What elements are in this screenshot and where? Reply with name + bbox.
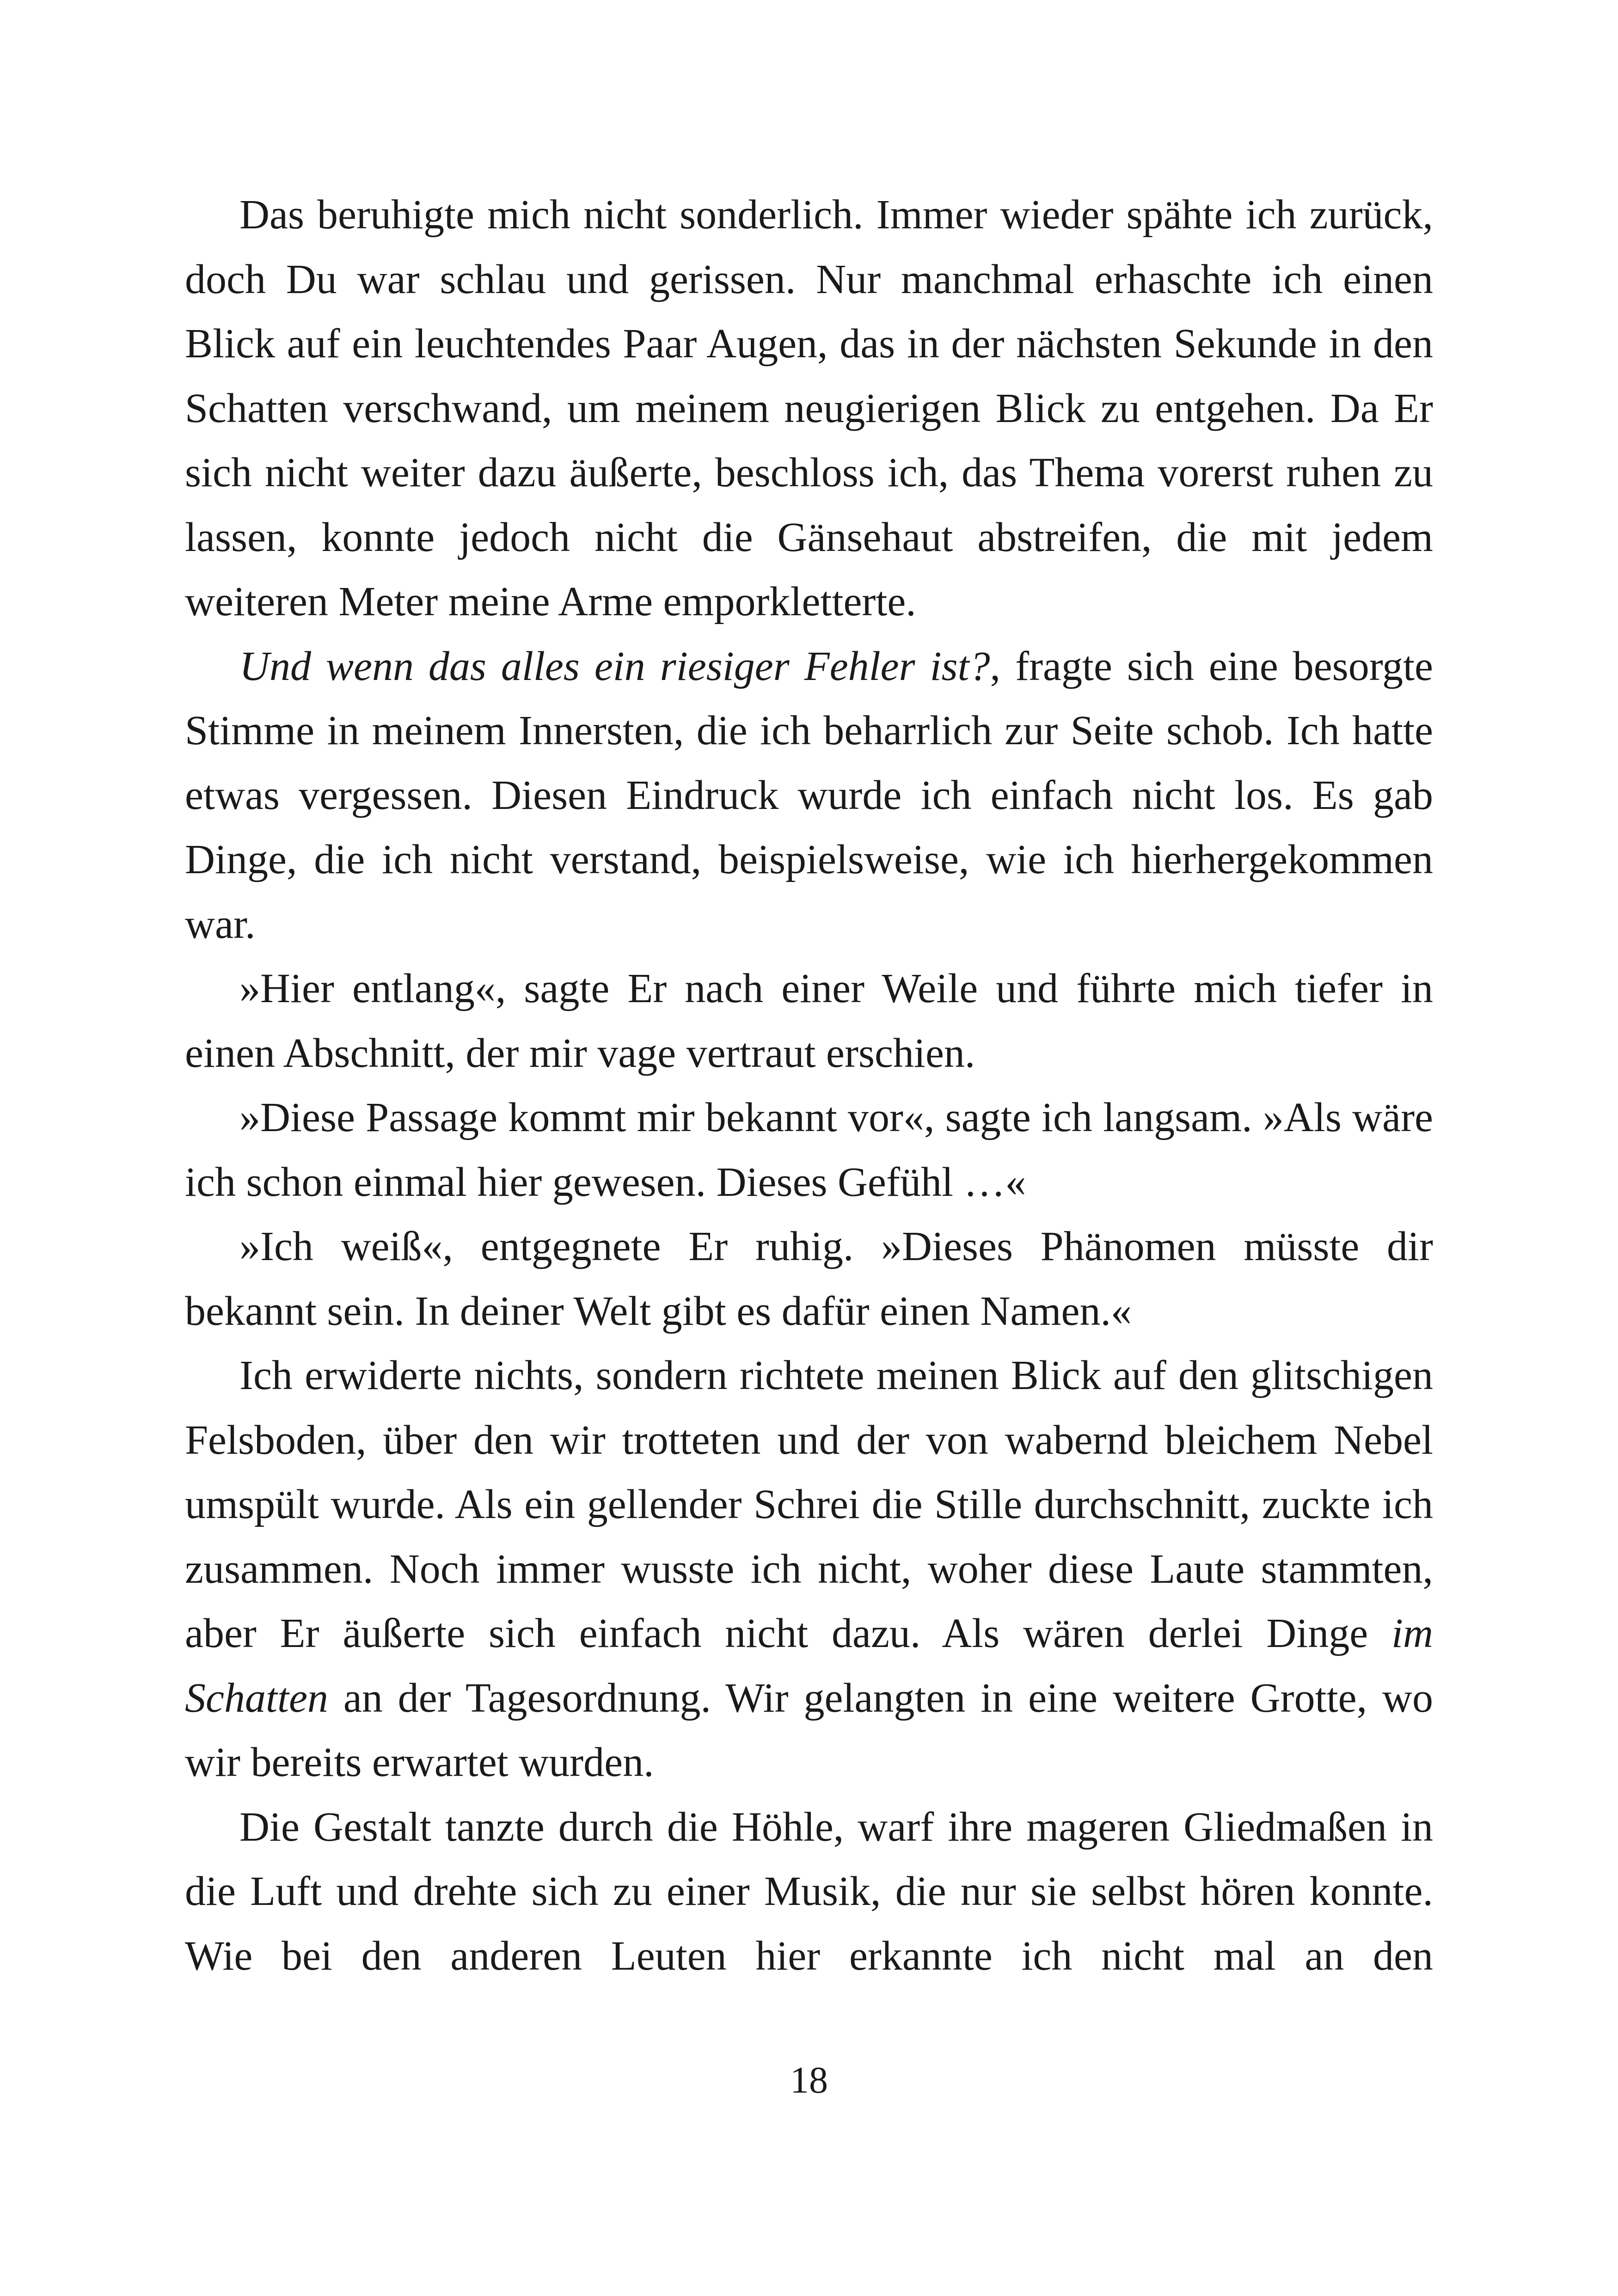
- body-text: [185, 183, 1433, 1988]
- paragraph-5-text: »Ich weiß«, entgegnete Er ruhig. »Dieses Phänomen müsste dir bekannt sein. In deiner Welt gibt es dafür einen Namen.«: [185, 1224, 1433, 1334]
- paragraph-2: [185, 634, 1433, 957]
- paragraph-1-text: Das beruhigte mich nicht sonderlich. Immer wieder spähte ich zurück, doch Du war schlau und gerissen. Nur manchmal erhaschte ich einen Blick auf ein leuchtendes Paar Augen, das in der nächsten Sekunde in den Schatten verschwand, um meinem neugierigen Blick zu entgehen. Da Er sich nicht weiter dazu äußerte, beschloss ich, das Thema vorerst ruhen zu lassen, konnte jedoch nicht die Gänsehaut abstreifen, die mit jedem weiteren Meter meine Arme emporkletterte.: [185, 192, 1433, 625]
- paragraph-6-text-before: Ich erwiderte nichts, sondern richtete meinen Blick auf den glitschigen Felsboden, über den wir trotteten und der von wabernd bleichem Nebel umspült wurde. Als ein gellender Schrei die Stille durchschnitt, zuckte ich zusammen. Noch immer wusste ich nicht, woher diese Laute stammten, aber Er äußerte sich einfach nicht dazu. Als wären derlei Dinge: [185, 1353, 1433, 1656]
- page-number: 18: [790, 2059, 828, 2101]
- paragraph-6-italic: im Schatten: [185, 1610, 1433, 1721]
- paragraph-3-text: »Hier entlang«, sagte Er nach einer Weile und führte mich tiefer in einen Abschnitt, der mir vage vertraut erschien.: [185, 966, 1433, 1076]
- paragraph-4-text: »Diese Passage kommt mir bekannt vor«, sagte ich langsam. »Als wäre ich schon einmal hier gewesen. Dieses Gefühl …«: [185, 1095, 1433, 1205]
- paragraph-6-text-after: an der Tagesordnung. Wir gelangten in eine weitere Grotte, wo wir bereits erwartet wurden.: [185, 1675, 1433, 1785]
- paragraph-7-text: Die Gestalt tanzte durch die Höhle, warf ihre mageren Gliedmaßen in die Luft und drehte sich zu einer Musik, die nur sie selbst hören konnte. Wie bei den anderen Leuten hier erkannte ich nicht mal an den: [185, 1804, 1433, 1979]
- paragraph-7: [185, 1795, 1433, 1989]
- paragraph-2-text: , fragte sich eine besorgte Stimme in meinem Innersten, die ich beharrlich zur Seite schob. Ich hatte etwas vergessen. Diesen Eindruck wurde ich einfach nicht los. Es gab Dinge, die ich nicht verstand, beispielsweise, wie ich hierhergekommen war.: [185, 643, 1433, 947]
- paragraph-6: [185, 1343, 1433, 1795]
- paragraph-2-italic: Und wenn das alles ein riesiger Fehler ist?: [239, 643, 990, 689]
- paragraph-5: [185, 1214, 1433, 1343]
- paragraph-3: [185, 956, 1433, 1085]
- paragraph-4: [185, 1085, 1433, 1214]
- paragraph-1: [185, 183, 1433, 634]
